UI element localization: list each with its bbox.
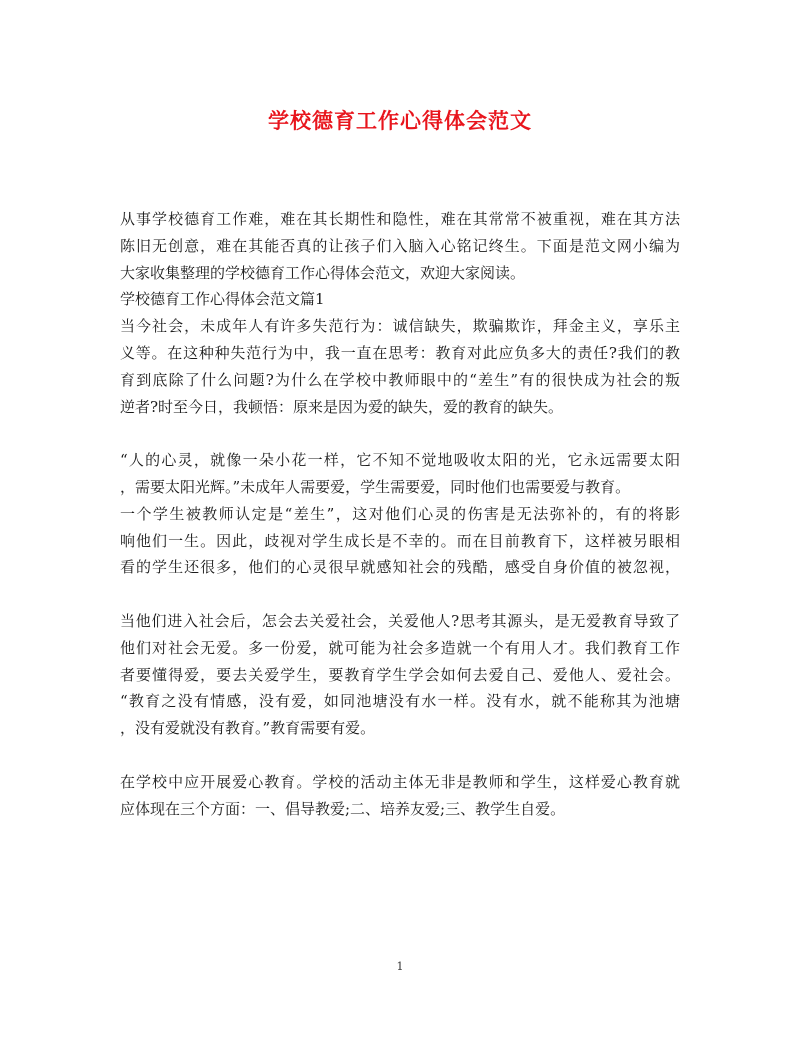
body-line: 陈旧无创意，难在其能否真的让孩子们入脑入心铭记终生。下面是范文网小编为 (120, 236, 680, 255)
body-line: 一个学生被教师认定是“差生”，这对他们心灵的伤害是无法弥补的，有的将影 (120, 504, 680, 523)
body-line: 逆者?时至今日，我顿悟：原来是因为爱的缺失，爱的教育的缺失。 (120, 397, 564, 416)
document-body (120, 206, 680, 822)
body-line: 应体现在三个方面：一、倡导教爱;二、培养友爱;三、教学生自爱。 (120, 799, 566, 818)
page-number: 1 (396, 960, 404, 973)
body-line: 从事学校德育工作难，难在其长期性和隐性，难在其常常不被重视，难在其方法 (120, 210, 680, 228)
body-line: 当他们进入社会后，怎会去关爱社会，关爱他人?思考其源头，是无爱教育导致了 (120, 611, 680, 630)
document-title: 学校德育工作心得体会范文 (268, 108, 532, 133)
section-heading: 学校德育工作心得体会范文篇1 (120, 290, 325, 309)
body-line: 他们对社会无爱。多一份爱，就可能为社会多造就一个有用人才。我们教育工作 (120, 638, 680, 657)
body-line: 育到底除了什么问题?为什么在学校中教师眼中的“差生”有的很快成为社会的叛 (120, 370, 680, 389)
body-line: ，没有爱就没有教育。”教育需要有爱。 (120, 719, 376, 738)
body-line: “教育之没有情感，没有爱，如同池塘没有水一样。没有水，就不能称其为池塘 (120, 692, 680, 711)
body-line: ，需要太阳光辉。”未成年人需要爱，学生需要爱，同时他们也需要爱与教育。 (120, 477, 631, 496)
body-line: 义等。在这种种失范行为中，我一直在思考：教育对此应负多大的责任?我们的教 (120, 343, 680, 362)
body-line: 大家收集整理的学校德育工作心得体会范文，欢迎大家阅读。 (120, 263, 526, 282)
body-line: 响他们一生。因此，歧视对学生成长是不幸的。而在目前教育下，这样被另眼相 (120, 531, 680, 550)
paragraph-gap (120, 581, 680, 608)
body-line: 当今社会，未成年人有许多失范行为：诚信缺失，欺骗欺诈，拜金主义，享乐主 (120, 317, 680, 336)
body-line: 者要懂得爱，要去关爱学生，要教育学生学会如何去爱自己、爱他人、爱社会。 (120, 665, 680, 684)
body-line: 看的学生还很多，他们的心灵很早就感知社会的残酷，感受自身价值的被忽视， (120, 558, 680, 577)
paragraph-gap (120, 742, 680, 769)
body-line: 在学校中应开展爱心教育。学校的活动主体无非是教师和学生，这样爱心教育就 (120, 772, 680, 791)
body-line: “人的心灵，就像一朵小花一样，它不知不觉地吸收太阳的光，它永远需要太阳 (120, 451, 680, 470)
paragraph-gap (120, 420, 680, 447)
